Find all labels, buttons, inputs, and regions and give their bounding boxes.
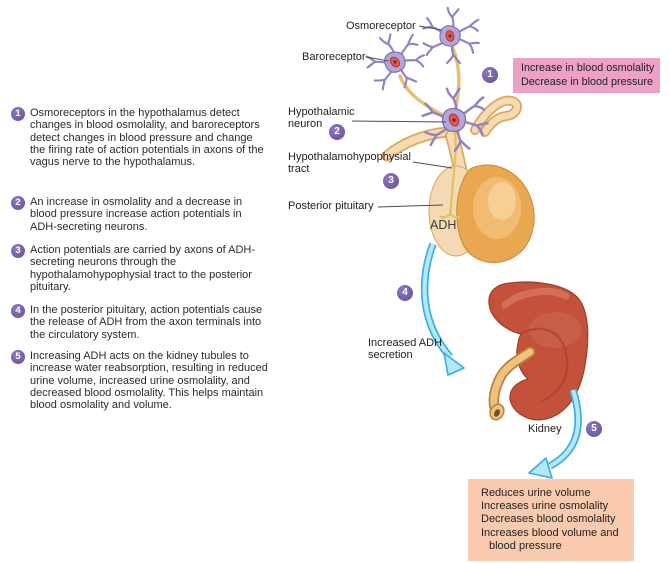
marker-5: 5 [586, 421, 602, 437]
step-item [11, 196, 277, 233]
step-text: Osmoreceptors in the hypothalamus detect changes in blood osmolality, and baroreceptors detect changes in blood pressure and change the firing rate of action potentials in axons of the vagus nerve to the hypothalamus. [30, 107, 264, 169]
stimulus-item: Decrease in blood pressure [521, 75, 654, 88]
baroreceptor-neuron [361, 27, 431, 95]
label-baroreceptor: Baroreceptor [302, 51, 366, 63]
step-item [11, 244, 277, 293]
label-kidney: Kidney [528, 423, 562, 435]
label-adh: ADH [430, 218, 457, 232]
posterior-pituitary-gland [429, 165, 534, 262]
label-hypothalamohypophysial-tract: Hypothalamohypophysial tract [288, 151, 411, 175]
marker-1: 1 [482, 67, 498, 83]
step-item [11, 350, 277, 411]
step-number-badge: 3 [11, 244, 25, 258]
effects-item: Reduces urine volume [481, 487, 591, 499]
step-number-badge: 1 [11, 107, 25, 121]
label-posterior-pituitary: Posterior pituitary [288, 200, 374, 212]
step-number-badge: 2 [11, 196, 25, 210]
step-number-badge: 4 [11, 304, 25, 318]
effects-item: Decreases blood osmolality [481, 513, 616, 526]
marker-3: 3 [383, 173, 399, 189]
label-osmoreceptor: Osmoreceptor [346, 20, 416, 32]
osmoreceptor-neuron [417, 3, 485, 69]
step-number-badge: 5 [11, 350, 25, 364]
label-hypothalamic-neuron: Hypothalamic neuron [288, 106, 355, 130]
effects-item: Increases urine osmolality [481, 500, 609, 513]
marker-2: 2 [329, 124, 345, 140]
step-item [11, 107, 277, 168]
step-text: In the posterior pituitary, action potentials cause the release of ADH from the axon terminals into the circulatory system. [30, 304, 263, 341]
step-text: Action potentials are carried by axons of ADH-secreting neurons through the hypothalamohypophysial tract to the posterior pituitary. [30, 244, 256, 293]
step-text: An increase in osmolality and a decrease in blood pressure increase action potentials in ADH-secreting neurons. [30, 196, 243, 233]
step-text: Increasing ADH acts on the kidney tubules to increase water reabsorption, resulting in reduced urine volume, increased urine osmolality, and decreased blood osmolality. This helps maintain blood osmolality and volume. [30, 350, 268, 412]
label-increased-adh-secretion: Increased ADH secretion [368, 337, 442, 361]
marker-4: 4 [397, 285, 413, 301]
stimulus-box [513, 58, 660, 93]
effects-box [468, 479, 634, 561]
step-item [11, 304, 277, 341]
stimulus-item: Increase in blood osmolality [521, 62, 655, 74]
effects-item: Increases blood volume and blood pressure [481, 526, 619, 552]
